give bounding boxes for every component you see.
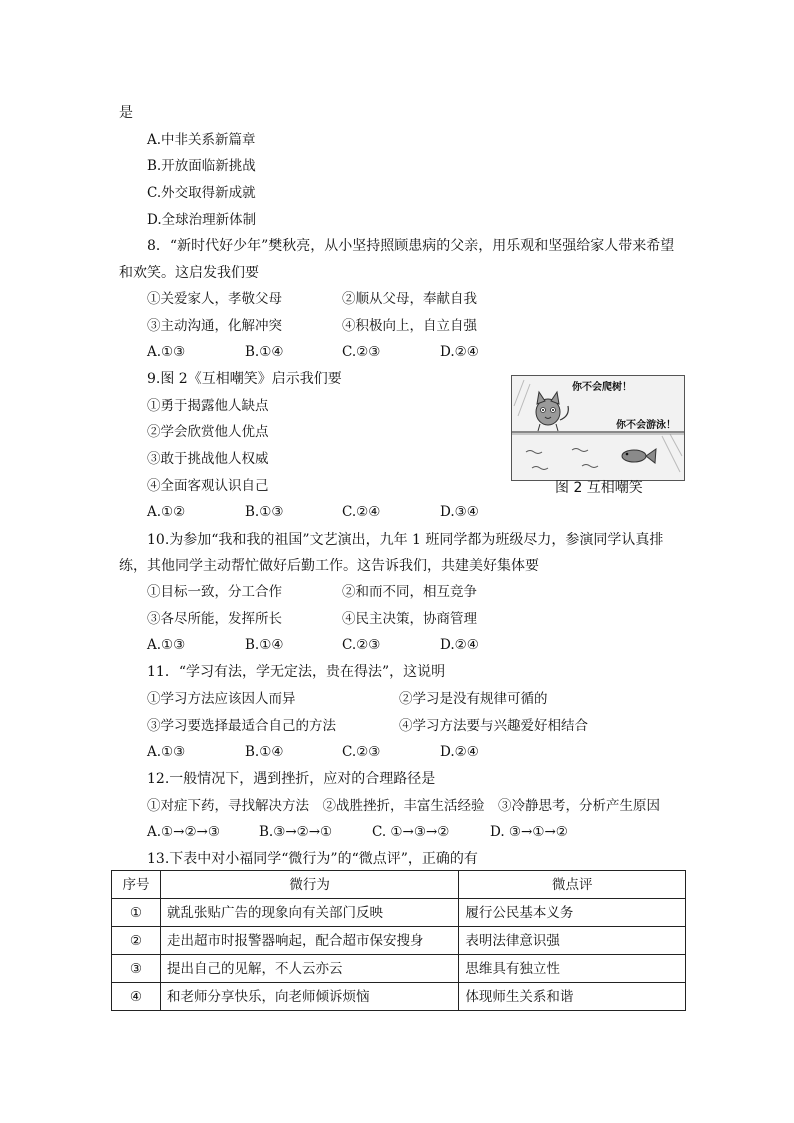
cartoon-illustration [512, 376, 684, 480]
table-header-behavior: 微行为 [160, 871, 458, 899]
q10-stem-line2: 练，其他同学主动帮忙做好后勤工作。这告诉我们，共建美好集体要 [119, 558, 539, 574]
q7-option-b: B.开放面临新挑战 [147, 158, 256, 174]
q11-item-2: ②学习是没有规律可循的 [399, 691, 548, 707]
q13-stem: 13.下表中对小福同学“微行为”的“微点评”，正确的有 [147, 851, 478, 867]
q11-choice-a: A.①③ [147, 744, 186, 760]
q10-choice-b: B.①④ [245, 637, 284, 653]
q8-stem-line2: 和欢笑。这启发我们要 [119, 265, 259, 281]
table-cell-behavior: 提出自己的见解，不人云亦云 [160, 955, 458, 983]
q11-item-3: ③学习要选择最适合自己的方法 [147, 718, 336, 734]
q10-stem-line1: 10.为参加“我和我的祖国”文艺演出，九年 1 班同学都为班级尽力，参演同学认真排 [147, 532, 664, 548]
table-cell-behavior: 和老师分享快乐，向老师倾诉烦恼 [160, 983, 458, 1011]
q8-item-3: ③主动沟通，化解冲突 [147, 318, 282, 334]
q8-choice-c: C.②③ [342, 344, 381, 360]
q9-item-1: ①勇于揭露他人缺点 [147, 398, 269, 414]
cartoon-figure [511, 375, 685, 481]
q10-choice-d: D.②④ [440, 637, 479, 653]
q8-stem-line1: 8．“新时代好少年”樊秋亮，从小坚持照顾患病的父亲，用乐观和坚强给家人带来希望 [147, 238, 675, 254]
q7-option-c: C.外交取得新成就 [147, 185, 256, 201]
q7-option-d: D.全球治理新体制 [147, 212, 257, 228]
q9-item-4: ④全面客观认识自己 [147, 478, 269, 494]
q8-choice-d: D.②④ [440, 344, 479, 360]
q10-item-4: ④民主决策，协商管理 [342, 611, 477, 627]
figure-caption: 图 2 互相嘲笑 [555, 480, 643, 496]
q7-option-a: A.中非关系新篇章 [147, 132, 256, 148]
q8-item-4: ④积极向上，自立自强 [342, 318, 477, 334]
q9-item-3: ③敢于挑战他人权威 [147, 451, 269, 467]
q10-item-3: ③各尽所能，发挥所长 [147, 611, 282, 627]
table-cell-comment: 表明法律意识强 [459, 927, 686, 955]
table-row [112, 983, 686, 1011]
q9-choice-c: C.②④ [342, 504, 381, 520]
table-cell-number: ④ [112, 983, 161, 1011]
q12-stem: 12.一般情况下，遇到挫折，应对的合理路径是 [147, 771, 436, 787]
q12-choice-c: C. ①→③→② [372, 824, 450, 840]
q10-item-1: ①目标一致，分工合作 [147, 584, 282, 600]
table-cell-comment: 履行公民基本义务 [459, 899, 686, 927]
table-header-comment: 微点评 [459, 871, 686, 899]
q12-choice-a: A.①→②→③ [147, 824, 220, 840]
q11-choice-c: C.②③ [342, 744, 381, 760]
table-cell-number: ② [112, 927, 161, 955]
q11-stem: 11．“学习有法，学无定法，贵在得法”，这说明 [147, 664, 446, 680]
q9-item-2: ②学会欣赏他人优点 [147, 424, 269, 440]
q9-choice-a: A.①② [147, 504, 186, 520]
q9-stem: 9.图 2《互相嘲笑》启示我们要 [147, 371, 342, 387]
fish-speech-bubble: 你不会游泳！ [616, 420, 676, 431]
table-cell-behavior: 走出超市时报警器响起，配合超市保安搜身 [160, 927, 458, 955]
q11-choice-b: B.①④ [245, 744, 284, 760]
q10-choice-c: C.②③ [342, 637, 381, 653]
q8-item-1: ①关爱家人，孝敬父母 [147, 291, 282, 307]
table-cell-number: ① [112, 899, 161, 927]
table-cell-comment: 体现师生关系和谐 [459, 983, 686, 1011]
q11-choice-d: D.②④ [440, 744, 479, 760]
table-cell-comment: 思维具有独立性 [459, 955, 686, 983]
q9-choice-b: B.①③ [245, 504, 284, 520]
q11-item-4: ④学习方法要与兴趣爱好相结合 [399, 718, 588, 734]
cat-speech-bubble: 你不会爬树！ [572, 382, 632, 393]
q7-stem-tail: 是 [119, 105, 133, 121]
table-row [112, 927, 686, 955]
q10-choice-a: A.①③ [147, 637, 186, 653]
q12-items: ①对症下药，寻找解决方法 ②战胜挫折，丰富生活经验 ③冷静思考，分析产生原因 [147, 798, 660, 814]
q10-item-2: ②和而不同，相互竞争 [342, 584, 477, 600]
table-cell-number: ③ [112, 955, 161, 983]
q13-table [111, 870, 686, 1011]
q11-item-1: ①学习方法应该因人而异 [147, 691, 296, 707]
q8-choice-b: B.①④ [245, 344, 284, 360]
q12-choice-b: B.③→②→① [259, 824, 333, 840]
table-row [112, 955, 686, 983]
q8-choice-a: A.①③ [147, 344, 186, 360]
table-cell-behavior: 就乱张贴广告的现象向有关部门反映 [160, 899, 458, 927]
q12-choice-d: D. ③→①→② [490, 824, 568, 840]
q9-choice-d: D.③④ [440, 504, 479, 520]
table-header-row [112, 871, 686, 899]
table-header-number: 序号 [112, 871, 161, 899]
q8-item-2: ②顺从父母，奉献自我 [342, 291, 477, 307]
table-row [112, 899, 686, 927]
